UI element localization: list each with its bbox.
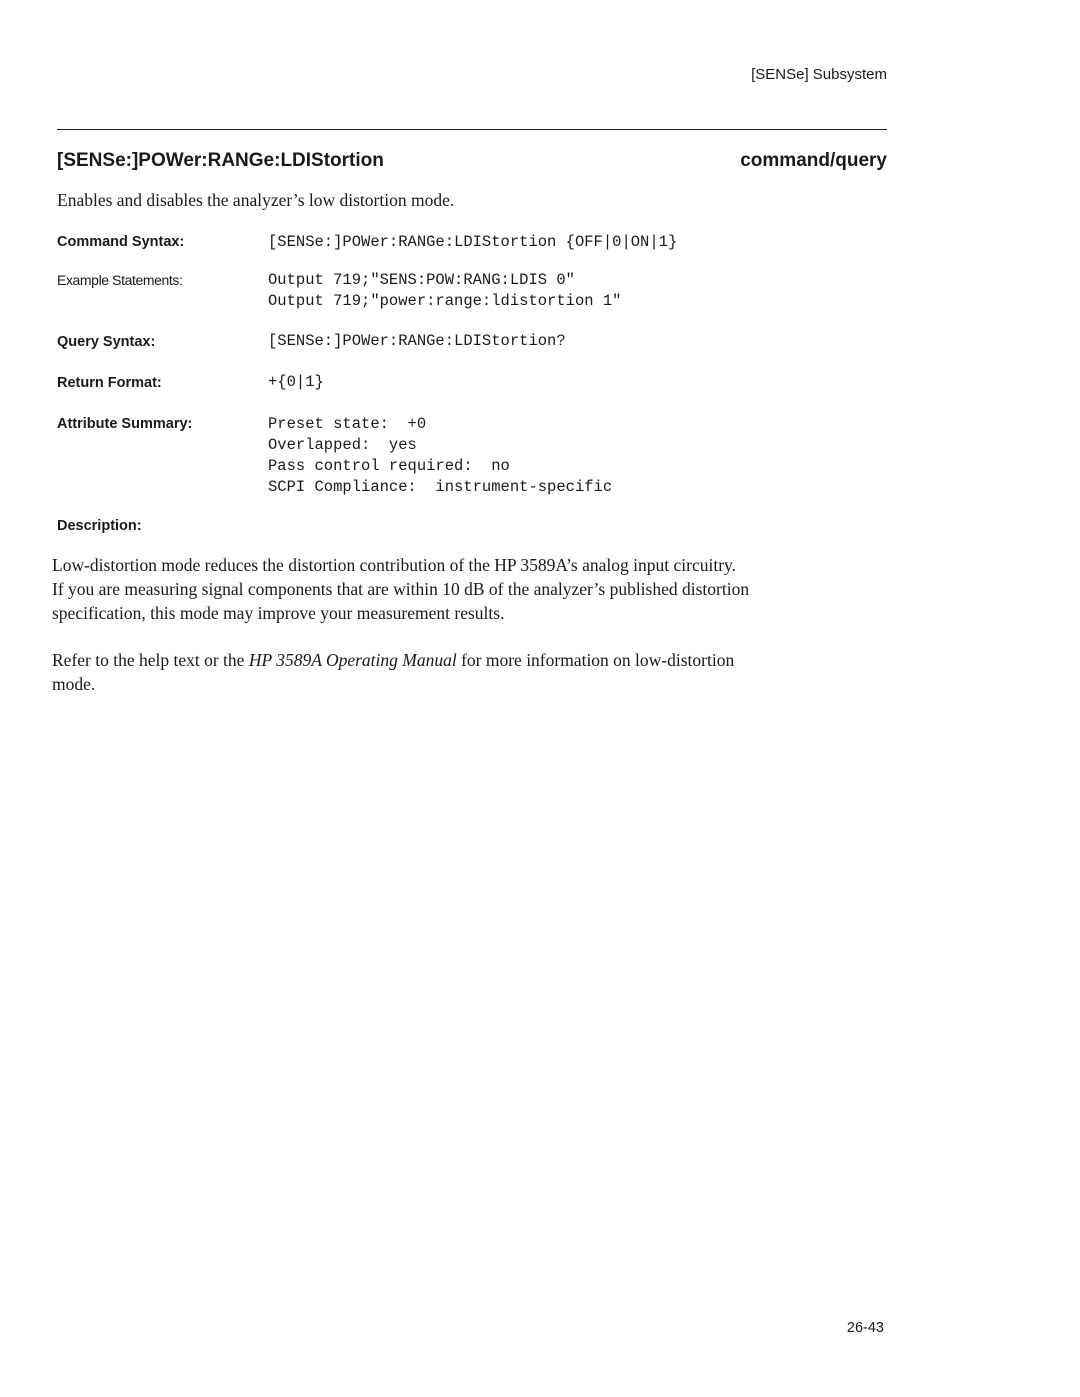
attribute-overlapped: Overlapped: yes — [268, 436, 417, 454]
example-statement-1: Output 719;"SENS:POW:RANG:LDIS 0" — [268, 271, 575, 289]
attribute-preset-state: Preset state: +0 — [268, 415, 427, 433]
command-intro: Enables and disables the analyzer’s low distortion mode. — [57, 190, 455, 210]
command-type: command/query — [740, 150, 887, 171]
description-label: Description: — [57, 518, 142, 534]
description-line: specification, this mode may improve your measurement results. — [52, 603, 505, 623]
description-paragraph-1 — [52, 553, 882, 625]
description-paragraph-2 — [52, 648, 882, 696]
attribute-summary-label: Attribute Summary: — [57, 416, 193, 432]
manual-title: HP 3589A Operating Manual — [248, 650, 457, 670]
example-statements-label: Example Statements: — [57, 272, 183, 288]
return-format-value: +{0|1} — [268, 373, 324, 391]
attribute-scpi-compliance: SCPI Compliance: instrument-specific — [268, 478, 613, 496]
attribute-pass-control: Pass control required: no — [268, 457, 510, 475]
description-line: If you are measuring signal components that are within 10 dB of the analyzer’s published distortion — [52, 579, 750, 599]
return-format-label: Return Format: — [57, 375, 162, 391]
command-syntax-value: [SENSe:]POWer:RANGe:LDIStortion {OFF|0|ON|1} — [268, 233, 678, 251]
command-title: [SENSe:]POWer:RANGe:LDIStortion — [57, 150, 384, 171]
header-rule — [57, 129, 887, 130]
query-syntax-value: [SENSe:]POWer:RANGe:LDIStortion? — [268, 332, 566, 350]
command-syntax-label: Command Syntax: — [57, 234, 185, 250]
description-line: Low-distortion mode reduces the distortion contribution of the HP 3589A’s analog input circuitry. — [52, 555, 737, 575]
reference-text-end: for more information on low-distortion — [456, 650, 735, 670]
running-header: [SENSe] Subsystem — [751, 66, 887, 83]
reference-text: Refer to the help text or the — [52, 650, 249, 670]
page-number: 26-43 — [846, 1320, 884, 1336]
query-syntax-label: Query Syntax: — [57, 334, 156, 350]
reference-text-line2: mode. — [52, 674, 96, 694]
example-statement-2: Output 719;"power:range:ldistortion 1" — [268, 292, 622, 310]
